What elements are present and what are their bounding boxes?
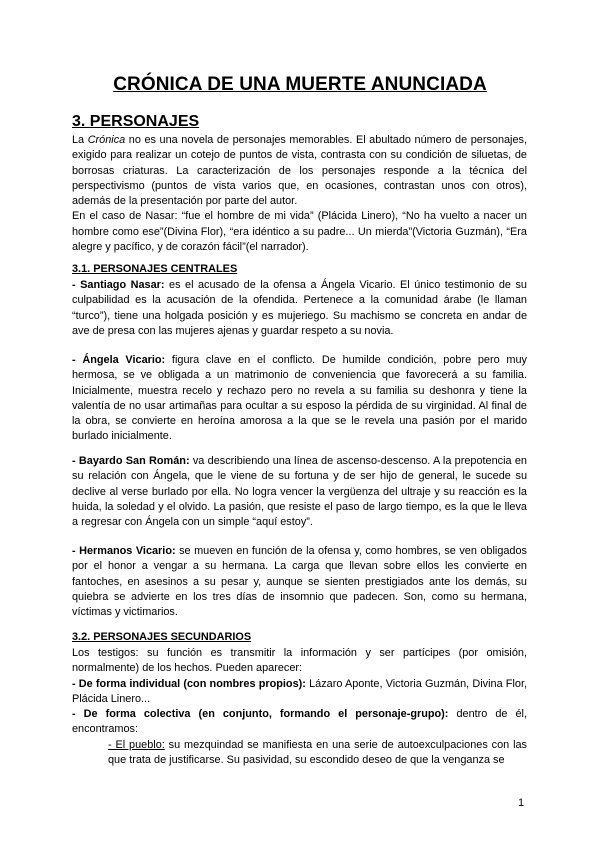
colectiva-text: dentro de él, encontramos: xyxy=(72,708,528,736)
angela-label: - Ángela Vicario: xyxy=(72,354,166,366)
hermanos-text: se mueven en función de la ofensa y, como hombres, se ven obligados por el honor a vengar a su hermana. La carga que llevan sobre ellos les convierte en fantoches, en asesinos a su pesar y, aunque se sienten prestigiados ante los demás, su quiebra se advierte en los tres días de insomnio que padecen. Son, como su hermana, víctimas y victimarios. xyxy=(72,545,527,619)
individual-label: - De forma individual (con nombres propios): xyxy=(72,677,306,690)
intro-text-a: La xyxy=(72,134,88,146)
intro-text-b: no es una novela de personajes memorables. El abultado número de personajes, exigido para realizar un cotejo de puntos de vista, contrasta con su condición de siluetas, de borrosas criaturas. La caracterización de los personajes responde a la técnica del perspectivismo (puntos de vista varios que, en ocasiones, contrastan unos con otros), además de la presentación por parte del autor. xyxy=(72,134,528,208)
secundarios-heading: 3.2. PERSONAJES SECUNDARIOS xyxy=(72,631,252,643)
angela-text: figura clave en el conflicto. De humilde condición, pobre pero muy hermosa, se ve obligada a un matrimonio de conveniencia que favorecerá a su familia. Inicialmente, muestra recelo y rechazo pero no revela a su familia su deshonra y tiene la valentía de no usar artimañas para ocultar a su esposo la pérdida de su virginidad. Al final de la obra, se convierte en heroína amorosa a la que se le revela una pasión por el marido burlado inicialmente. xyxy=(72,354,527,443)
hermanos-label: - Hermanos Vicario: xyxy=(72,545,176,557)
page-number: 1 xyxy=(518,797,525,809)
bayardo-text: va describiendo una línea de ascenso-descenso. A la prepotencia en su relación con Ángela, que le viene de su fortuna y de ser hijo de general, le sucede su declive al verse burlado por ella. No logra vencer la vergüenza del ultraje y su reacción es la huida, la soledad y el olvido. La pasión, que resiste el paso de largo tiempo, es la que le lleva a regresar con Ángela con un simple “aquí estoy”. xyxy=(72,455,527,529)
santiago-text: es el acusado de la ofensa a Ángela Vicario. El único testimonio de su culpabilidad es la acusación de la ofendida. Pertenece a la comunidad árabe (le llaman “turco”), tiene una holgada posición y es mujeriego. Su machismo se concreta en andar de ave de presa con las mujeres ajenas y guardar respeto a su novia. xyxy=(72,279,527,337)
secundarios-intro: Los testigos: su función es transmitir la información y ser partícipes (por omisión, normalmente) de los hechos. Pueden aparecer: xyxy=(72,647,527,675)
secundarios-block xyxy=(72,646,527,768)
intro-block xyxy=(72,133,527,255)
individual-text: Lázaro Aponte, Victoria Guzmán, Divina Flor, Plácida Linero... xyxy=(72,677,527,705)
santiago-paragraph xyxy=(72,278,527,339)
section-heading: 3. PERSONAJES xyxy=(72,113,200,130)
pueblo-text: su mezquindad se manifiesta en una serie de autoexculpaciones con las que trata de justificarse. Su pasividad, su escondido deseo de que la venganza se xyxy=(108,738,527,767)
bayardo-paragraph xyxy=(72,454,527,530)
bayardo-label: - Bayardo San Román: xyxy=(72,455,190,467)
intro-paragraph-1 xyxy=(72,133,527,209)
hermanos-paragraph xyxy=(72,544,527,620)
pueblo-paragraph xyxy=(72,738,527,769)
document-title: CRÓNICA DE UNA MUERTE ANUNCIADA xyxy=(113,74,487,95)
pueblo-label: - El pueblo: xyxy=(108,738,165,751)
angela-paragraph xyxy=(72,353,527,445)
santiago-label: - Santiago Nasar: xyxy=(72,279,165,291)
colectiva-label: - De forma colectiva (en conjunto, formando el personaje-grupo): xyxy=(72,708,449,721)
centrales-heading: 3.1. PERSONAJES CENTRALES xyxy=(72,263,238,275)
colectiva-paragraph xyxy=(72,707,527,738)
intro-italic-title: Crónica xyxy=(87,134,126,146)
intro-paragraph-2: En el caso de Nasar: “fue el hombre de mi vida” (Plácida Linero), “No ha vuelto a nacer un hombre como ese”(Divina Flor), “era idéntico a su padre... Un mierda”(Victoria Guzmán), “Era alegre y pacífico, y de corazón fácil”(el narrador). xyxy=(72,210,527,254)
individual-paragraph xyxy=(72,677,527,708)
